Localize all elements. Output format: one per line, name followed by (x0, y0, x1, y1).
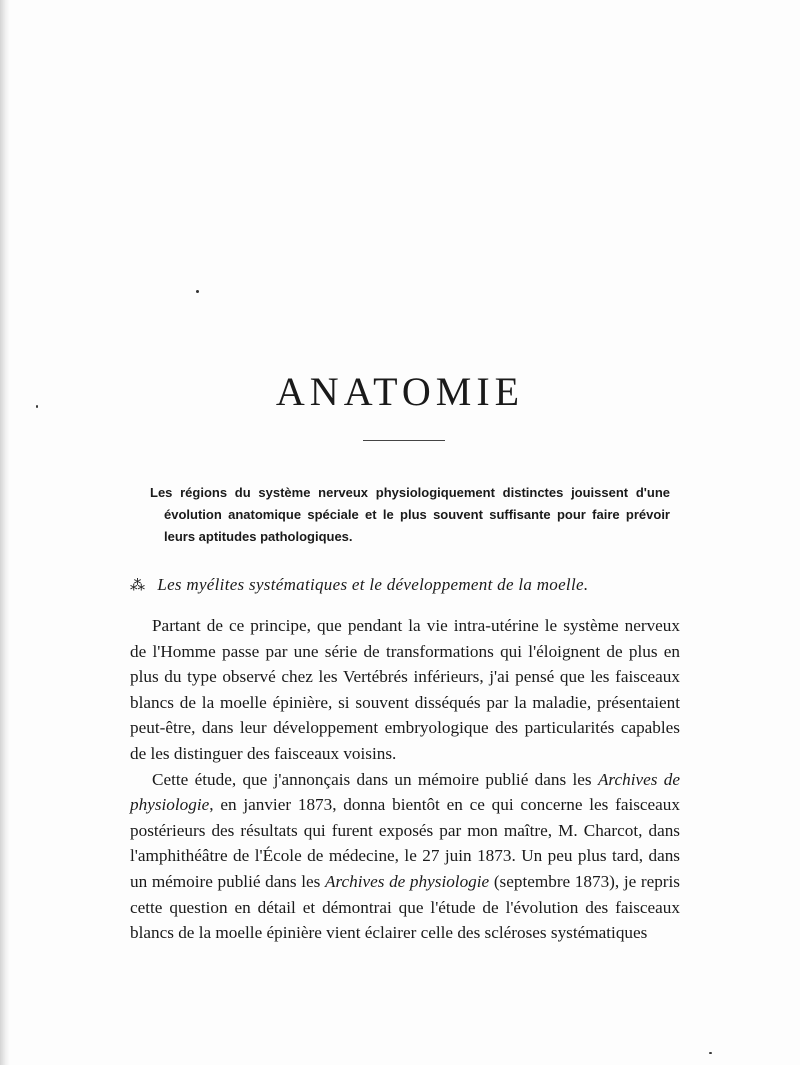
journal-title-2: Archives de physiologie (324, 871, 490, 891)
summary-statement: Les régions du système nerveux physiologiquement distinctes jouissent d'une évolution anatomique spéciale et le plus souvent suffisante pour faire prévoir leurs aptitudes pathologiques. (150, 485, 670, 544)
scan-speck (709, 1052, 712, 1054)
page-heading: ANATOMIE (275, 369, 525, 414)
section-title (130, 572, 670, 599)
paragraph-1: Partant de ce principe, que pendant la vie intra-utérine le système nerveux de l'Homme passe par une série de transformations qui l'éloignent de plus en plus du type observé chez les Vertébrés inférieurs, j'ai pensé que les faisceaux blancs de la moelle épinière, si souvent disséqués par la maladie, présentaient peut-être, dans leur développement embryologique des particularités capables de les distinguer des faisceaux voisins. (130, 616, 680, 763)
paragraph-2-part-2: , en janvier 1873, donna bientôt en ce qui concerne les faisceaux postérieurs des résultats qui furent exposés par mon maître, M. Charcot, dans l'amphithéâtre de l'École de médecine, le 27 juin 1873. Un peu plus tard, dans un mémoire publié dans les (130, 795, 680, 891)
scan-edge-shadow (0, 0, 10, 1065)
paragraph-2-part-3: (septembre 1873), je repris cette question en détail et démontrai que l'étude de l'évolution des faisceaux blancs de la moelle épinière vient éclairer celle des scléroses systématiques (130, 871, 680, 943)
journal-title-1: Archives de physiologie (130, 769, 680, 815)
body-text (130, 613, 680, 946)
paragraph-2-part-1: Cette étude, que j'annonçais dans un mémoire publié dans les (152, 769, 598, 789)
section-title-text: Les myélites systématiques et le développement de la moelle. (157, 575, 589, 594)
paragraph-2 (130, 767, 680, 946)
section-mark-icon: ⁂ (130, 578, 146, 594)
heading-rule (363, 440, 445, 441)
scan-speck (196, 290, 199, 293)
